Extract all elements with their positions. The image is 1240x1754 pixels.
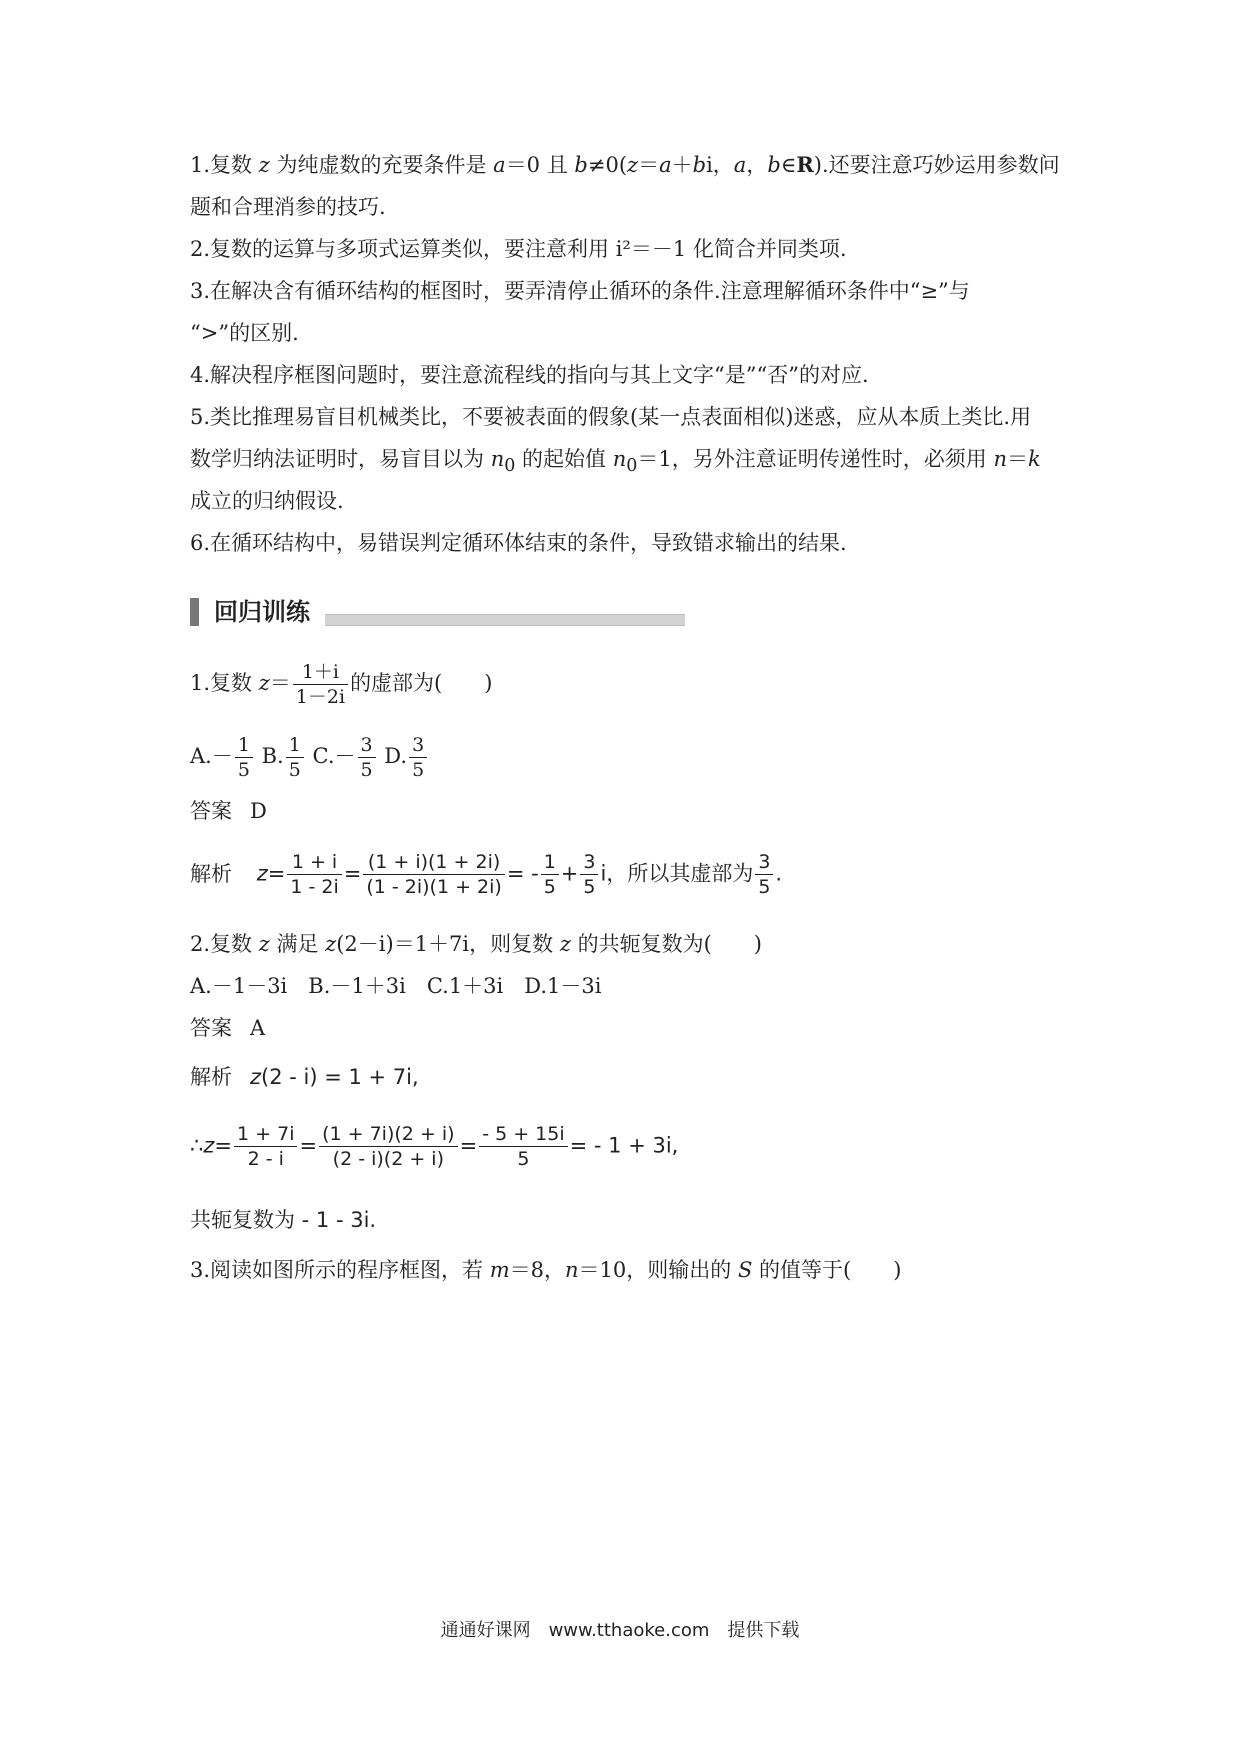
q2-answer: 答案 A [190, 1016, 266, 1040]
section-marker [190, 598, 199, 626]
note-1-line-2: 题和合理消参的技巧. [190, 195, 386, 219]
note-6: 6.在循环结构中，易错误判定循环体结束的条件，导致错求输出的结果. [190, 531, 847, 555]
note-3-line-1: 3.在解决含有循环结构的框图时，要弄清停止循环的条件.注意理解循环条件中“≥”与 [190, 279, 970, 303]
q3-stem: 3.阅读如图所示的程序框图，若 m＝8，n＝10，则输出的 S 的值等于( ) [190, 1258, 902, 1282]
note-1-line-1: 1.复数 z 为纯虚数的充要条件是 a＝0 且 b≠0(z＝a＋bi，a，b∈R).还要注意巧妙运用参数问 [190, 152, 1060, 177]
q1-answer: 答案 D [190, 799, 267, 823]
section-rule [325, 614, 685, 626]
q2-stem: 2.复数 z 满足 z(2－i)＝1＋7i，则复数 z 的共轭复数为( ) [190, 932, 762, 956]
note-4: 4.解决程序框图问题时，要注意流程线的指向与其上文字“是”“否”的对应. [190, 363, 869, 387]
page-footer: 通通好课网 www.tthaoke.com 提供下载 [440, 1620, 800, 1641]
section-header [190, 594, 690, 630]
q2-options: A.－1－3i B.－1＋3i C.1＋3i D.1－3i [190, 974, 602, 998]
note-5-line-2: 数学归纳法证明时，易盲目以为 $n_0$ 的起始值 $n_0=1$，另外注意证明传递性时，必须用 n＝k [190, 447, 1041, 477]
note-5-line-3: 成立的归纳假设. [190, 489, 344, 513]
section-title: 回归训练 [214, 598, 310, 626]
q2-analysis-line-1: 解析 z(2 - i) = 1 + 7i, [190, 1065, 419, 1089]
q2-conjugate: 共轭复数为 - 1 - 3i. [190, 1208, 377, 1232]
q1-stem: 1.复数 z＝ $\frac{1+i}{1-2i}$ 的虚部为( ) [190, 661, 493, 708]
q2-analysis-line-2: ∴z= $\frac{1 + 7i}{2 - i}$ = $\frac{(1 + 7i)(2 + i)}{(2 - i)(2 + i)}$ = $\frac{- 5 + 15i}{5}$ = - 1 + 3i, [190, 1123, 679, 1170]
q1-options: A.－ $\frac{1}{5}$ B. $\frac{1}{5}$ C.－ $\frac{3}{5}$ D. $\frac{3}{5}$ [190, 733, 1060, 782]
q1-analysis: 解析 z= $\frac{1 + i}{1 - 2i}$ = $\frac{(1 + i)(1 + 2i)}{(1 - 2i)(1 + 2i)}$ = - $\frac{1}{5}$ + $\frac{3}{5}$ i，所以其虚部为 $\frac{3}{5}$ . [190, 851, 783, 898]
q1-fraction: $\frac{1+i}{1-2i}$ [293, 660, 348, 709]
note-5-line-1: 5.类比推理易盲目机械类比，不要被表面的假象(某一点表面相似)迷惑，应从本质上类比.用 [190, 405, 1032, 429]
note-2: 2.复数的运算与多项式运算类似，要注意利用 i²＝－1 化简合并同类项. [190, 237, 847, 261]
note-3-line-2: “>”的区别. [190, 321, 299, 345]
